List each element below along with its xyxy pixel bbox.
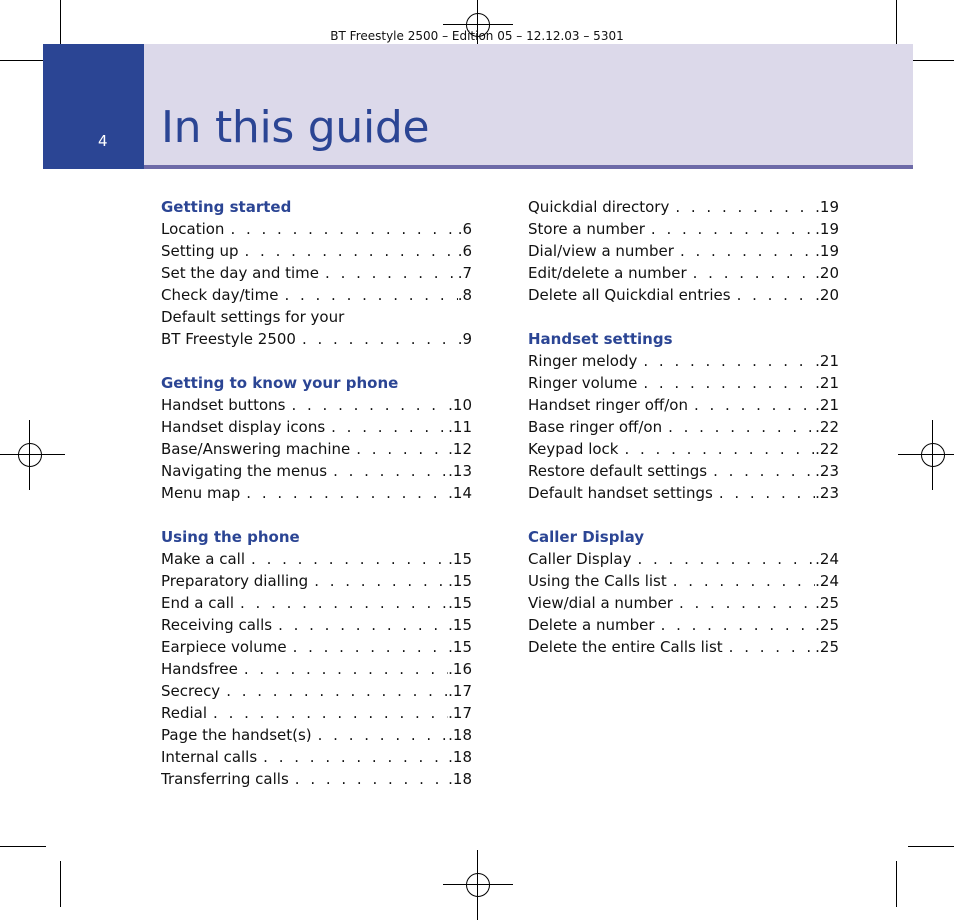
toc-entry-page: .10 — [448, 396, 472, 414]
toc-entry-label: Store a number — [528, 220, 645, 238]
toc-entry[interactable] — [528, 614, 839, 636]
toc-entry-page: .25 — [815, 638, 839, 656]
toc-entry[interactable] — [528, 636, 839, 658]
leader-dots — [713, 460, 815, 482]
toc-entry[interactable] — [161, 592, 472, 614]
toc-entry-label: Base ringer off/on — [528, 418, 663, 436]
toc-entry[interactable] — [528, 482, 839, 504]
leader-dots — [331, 416, 448, 438]
toc-entry-label: Dial/view a number — [528, 242, 674, 260]
toc-entry[interactable] — [528, 416, 839, 438]
toc-entry-page: .25 — [815, 616, 839, 634]
leader-dots — [325, 262, 458, 284]
toc-entry-page: .15 — [448, 594, 472, 612]
leader-dots — [679, 592, 815, 614]
leader-dots — [729, 636, 815, 658]
leader-dots — [643, 372, 815, 394]
toc-entry-label: View/dial a number — [528, 594, 673, 612]
section-gap — [528, 306, 839, 328]
toc-entry-label: Handset buttons — [161, 396, 286, 414]
toc-entry-page: .9 — [457, 330, 472, 348]
leader-dots — [693, 262, 816, 284]
toc-entry-label: Earpiece volume — [161, 638, 287, 656]
toc-entry[interactable] — [528, 262, 839, 284]
toc-entry[interactable] — [161, 284, 472, 306]
toc-section-heading: Getting to know your phone — [161, 374, 399, 392]
toc-entry[interactable] — [161, 394, 472, 416]
toc-entry-page: .15 — [448, 616, 472, 634]
toc-entry-page: .23 — [815, 462, 839, 480]
leader-dots — [661, 614, 816, 636]
toc-entry-label: BT Freestyle 2500 — [161, 330, 296, 348]
leader-dots — [244, 658, 448, 680]
toc-entry[interactable] — [161, 460, 472, 482]
edition-line: BT Freestyle 2500 – Edition 05 – 12.12.03 – 5301 — [330, 29, 624, 43]
leader-dots — [643, 350, 815, 372]
leader-dots — [694, 394, 815, 416]
toc-entry[interactable] — [161, 240, 472, 262]
leader-dots — [719, 482, 815, 504]
toc-entry-label: Navigating the menus — [161, 462, 328, 480]
leader-dots — [251, 548, 448, 570]
toc-entry-label: Caller Display — [528, 550, 632, 568]
toc-entry[interactable] — [161, 328, 472, 350]
toc-entry-page: .15 — [448, 550, 472, 568]
toc-entry-label: Ringer melody — [528, 352, 638, 370]
toc-entry[interactable] — [161, 658, 472, 680]
toc-entry-label: Page the handset(s) — [161, 726, 312, 744]
toc-entry-label: Default handset settings — [528, 484, 713, 502]
crop-mark — [0, 846, 46, 847]
page-number: 4 — [98, 132, 108, 150]
leader-dots — [278, 614, 448, 636]
toc-entry-label: Menu map — [161, 484, 241, 502]
toc-entry-page: .18 — [448, 770, 472, 788]
toc-entry-label: Preparatory dialling — [161, 572, 309, 590]
toc-entry-label: Quickdial directory — [528, 198, 670, 216]
leader-dots — [675, 196, 815, 218]
toc-entry-page: .19 — [815, 242, 839, 260]
toc-section-heading: Handset settings — [528, 330, 673, 348]
toc-section-heading: Caller Display — [528, 528, 645, 546]
header-block — [43, 44, 144, 169]
registration-mark-left — [15, 440, 45, 470]
toc-entry-label: Secrecy — [161, 682, 221, 700]
leader-dots — [302, 328, 458, 350]
crop-mark — [908, 846, 954, 847]
toc-entry-label-line[interactable]: Default settings for your — [161, 308, 345, 326]
toc-entry-page: .17 — [448, 704, 472, 722]
toc-entry[interactable] — [528, 548, 839, 570]
leader-dots — [356, 438, 448, 460]
toc-entry-label: Receiving calls — [161, 616, 273, 634]
toc-entry-page: .6 — [457, 220, 472, 238]
leader-dots — [680, 240, 815, 262]
crop-mark — [896, 861, 897, 907]
toc-entry-label: Make a call — [161, 550, 246, 568]
toc-entry[interactable] — [161, 614, 472, 636]
toc-entry[interactable] — [161, 768, 472, 790]
toc-entry-page: .22 — [815, 418, 839, 436]
toc-entry-page: .20 — [815, 286, 839, 304]
crop-mark — [60, 861, 61, 907]
toc-entry-page: .18 — [448, 726, 472, 744]
leader-dots — [668, 416, 815, 438]
toc-entry-page: .22 — [815, 440, 839, 458]
toc-left-column — [161, 196, 472, 790]
leader-dots — [263, 746, 448, 768]
toc-entry-page: .19 — [815, 198, 839, 216]
leader-dots — [293, 636, 449, 658]
toc-entry[interactable] — [161, 724, 472, 746]
toc-entry-page: .21 — [815, 396, 839, 414]
toc-entry[interactable] — [528, 592, 839, 614]
toc-entry-label: Setting up — [161, 242, 239, 260]
toc-entry[interactable] — [161, 262, 472, 284]
toc-entry-label: Transferring calls — [161, 770, 289, 788]
toc-entry[interactable] — [161, 218, 472, 240]
toc-entry-page: .23 — [815, 484, 839, 502]
toc-entry-page: .6 — [457, 242, 472, 260]
registration-mark-right — [918, 440, 948, 470]
toc-entry-page: .16 — [448, 660, 472, 678]
leader-dots — [637, 548, 815, 570]
toc-entry-page: .24 — [815, 572, 839, 590]
toc-entry-page: .24 — [815, 550, 839, 568]
toc-entry[interactable] — [161, 680, 472, 702]
toc-entry[interactable] — [528, 284, 839, 306]
toc-entry-label: Delete the entire Calls list — [528, 638, 723, 656]
toc-entry-label: End a call — [161, 594, 235, 612]
toc-entry-label: Using the Calls list — [528, 572, 667, 590]
toc-entry-label: Location — [161, 220, 225, 238]
toc-entry-label: Handset display icons — [161, 418, 326, 436]
toc-section-heading: Getting started — [161, 198, 292, 216]
toc-entry[interactable] — [528, 372, 839, 394]
leader-dots — [240, 592, 448, 614]
toc-entry[interactable] — [161, 482, 472, 504]
registration-mark-bottom — [463, 870, 493, 900]
toc-entry-label: Internal calls — [161, 748, 258, 766]
leader-dots — [245, 240, 458, 262]
toc-entry-page: .15 — [448, 638, 472, 656]
toc-entry-page: .15 — [448, 572, 472, 590]
toc-entry-page: .21 — [815, 374, 839, 392]
toc-entry[interactable] — [161, 702, 472, 724]
toc-entry-label: Check day/time — [161, 286, 279, 304]
page-title: In this guide — [161, 102, 430, 153]
toc-section-heading: Using the phone — [161, 528, 300, 546]
toc-entry-label: Handset ringer off/on — [528, 396, 688, 414]
leader-dots — [291, 394, 448, 416]
leader-dots — [284, 284, 457, 306]
leader-dots — [673, 570, 815, 592]
toc-entry[interactable] — [528, 394, 839, 416]
toc-entry-label: Ringer volume — [528, 374, 638, 392]
toc-entry-page: .18 — [448, 748, 472, 766]
leader-dots — [318, 724, 449, 746]
leader-dots — [295, 768, 448, 790]
leader-dots — [314, 570, 448, 592]
leader-dots — [226, 680, 448, 702]
toc-entry-label: Delete all Quickdial entries — [528, 286, 731, 304]
header-rule — [144, 165, 913, 169]
toc-entry[interactable] — [161, 636, 472, 658]
toc-entry-label: Redial — [161, 704, 208, 722]
toc-entry-page: .25 — [815, 594, 839, 612]
toc-right-column — [528, 196, 839, 658]
leader-dots — [333, 460, 448, 482]
toc-entry[interactable] — [528, 570, 839, 592]
toc-entry[interactable] — [161, 570, 472, 592]
leader-dots — [651, 218, 815, 240]
toc-entry-label: Delete a number — [528, 616, 655, 634]
leader-dots — [246, 482, 448, 504]
toc-entry[interactable] — [161, 746, 472, 768]
crop-mark — [0, 60, 46, 61]
toc-entry-label: Set the day and time — [161, 264, 320, 282]
toc-entry-page: .7 — [457, 264, 472, 282]
toc-entry[interactable] — [528, 438, 839, 460]
toc-entry-label: Restore default settings — [528, 462, 708, 480]
toc-entry-label: Base/Answering machine — [161, 440, 351, 458]
leader-dots — [624, 438, 815, 460]
toc-entry[interactable] — [161, 416, 472, 438]
toc-entry-label: Keypad lock — [528, 440, 619, 458]
toc-entry-page: .21 — [815, 352, 839, 370]
toc-entry[interactable] — [161, 438, 472, 460]
toc-entry-label: Handsfree — [161, 660, 238, 678]
leader-dots — [230, 218, 457, 240]
crop-mark — [908, 60, 954, 61]
leader-dots — [737, 284, 816, 306]
toc-entry[interactable] — [528, 240, 839, 262]
toc-entry[interactable] — [528, 218, 839, 240]
toc-entry-page: .11 — [448, 418, 472, 436]
toc-entry-page: .19 — [815, 220, 839, 238]
section-gap — [161, 350, 472, 372]
toc-entry-page: .17 — [448, 682, 472, 700]
toc-entry[interactable] — [161, 548, 472, 570]
section-gap — [528, 504, 839, 526]
toc-entry-page: .13 — [448, 462, 472, 480]
leader-dots — [213, 702, 448, 724]
toc-entry[interactable] — [528, 196, 839, 218]
toc-entry[interactable] — [528, 460, 839, 482]
section-gap — [161, 504, 472, 526]
toc-entry-label: Edit/delete a number — [528, 264, 687, 282]
toc-entry-page: .20 — [815, 264, 839, 282]
toc-entry-page: .8 — [457, 286, 472, 304]
toc-entry[interactable] — [528, 350, 839, 372]
toc-entry-page: .14 — [448, 484, 472, 502]
toc-entry-page: .12 — [448, 440, 472, 458]
